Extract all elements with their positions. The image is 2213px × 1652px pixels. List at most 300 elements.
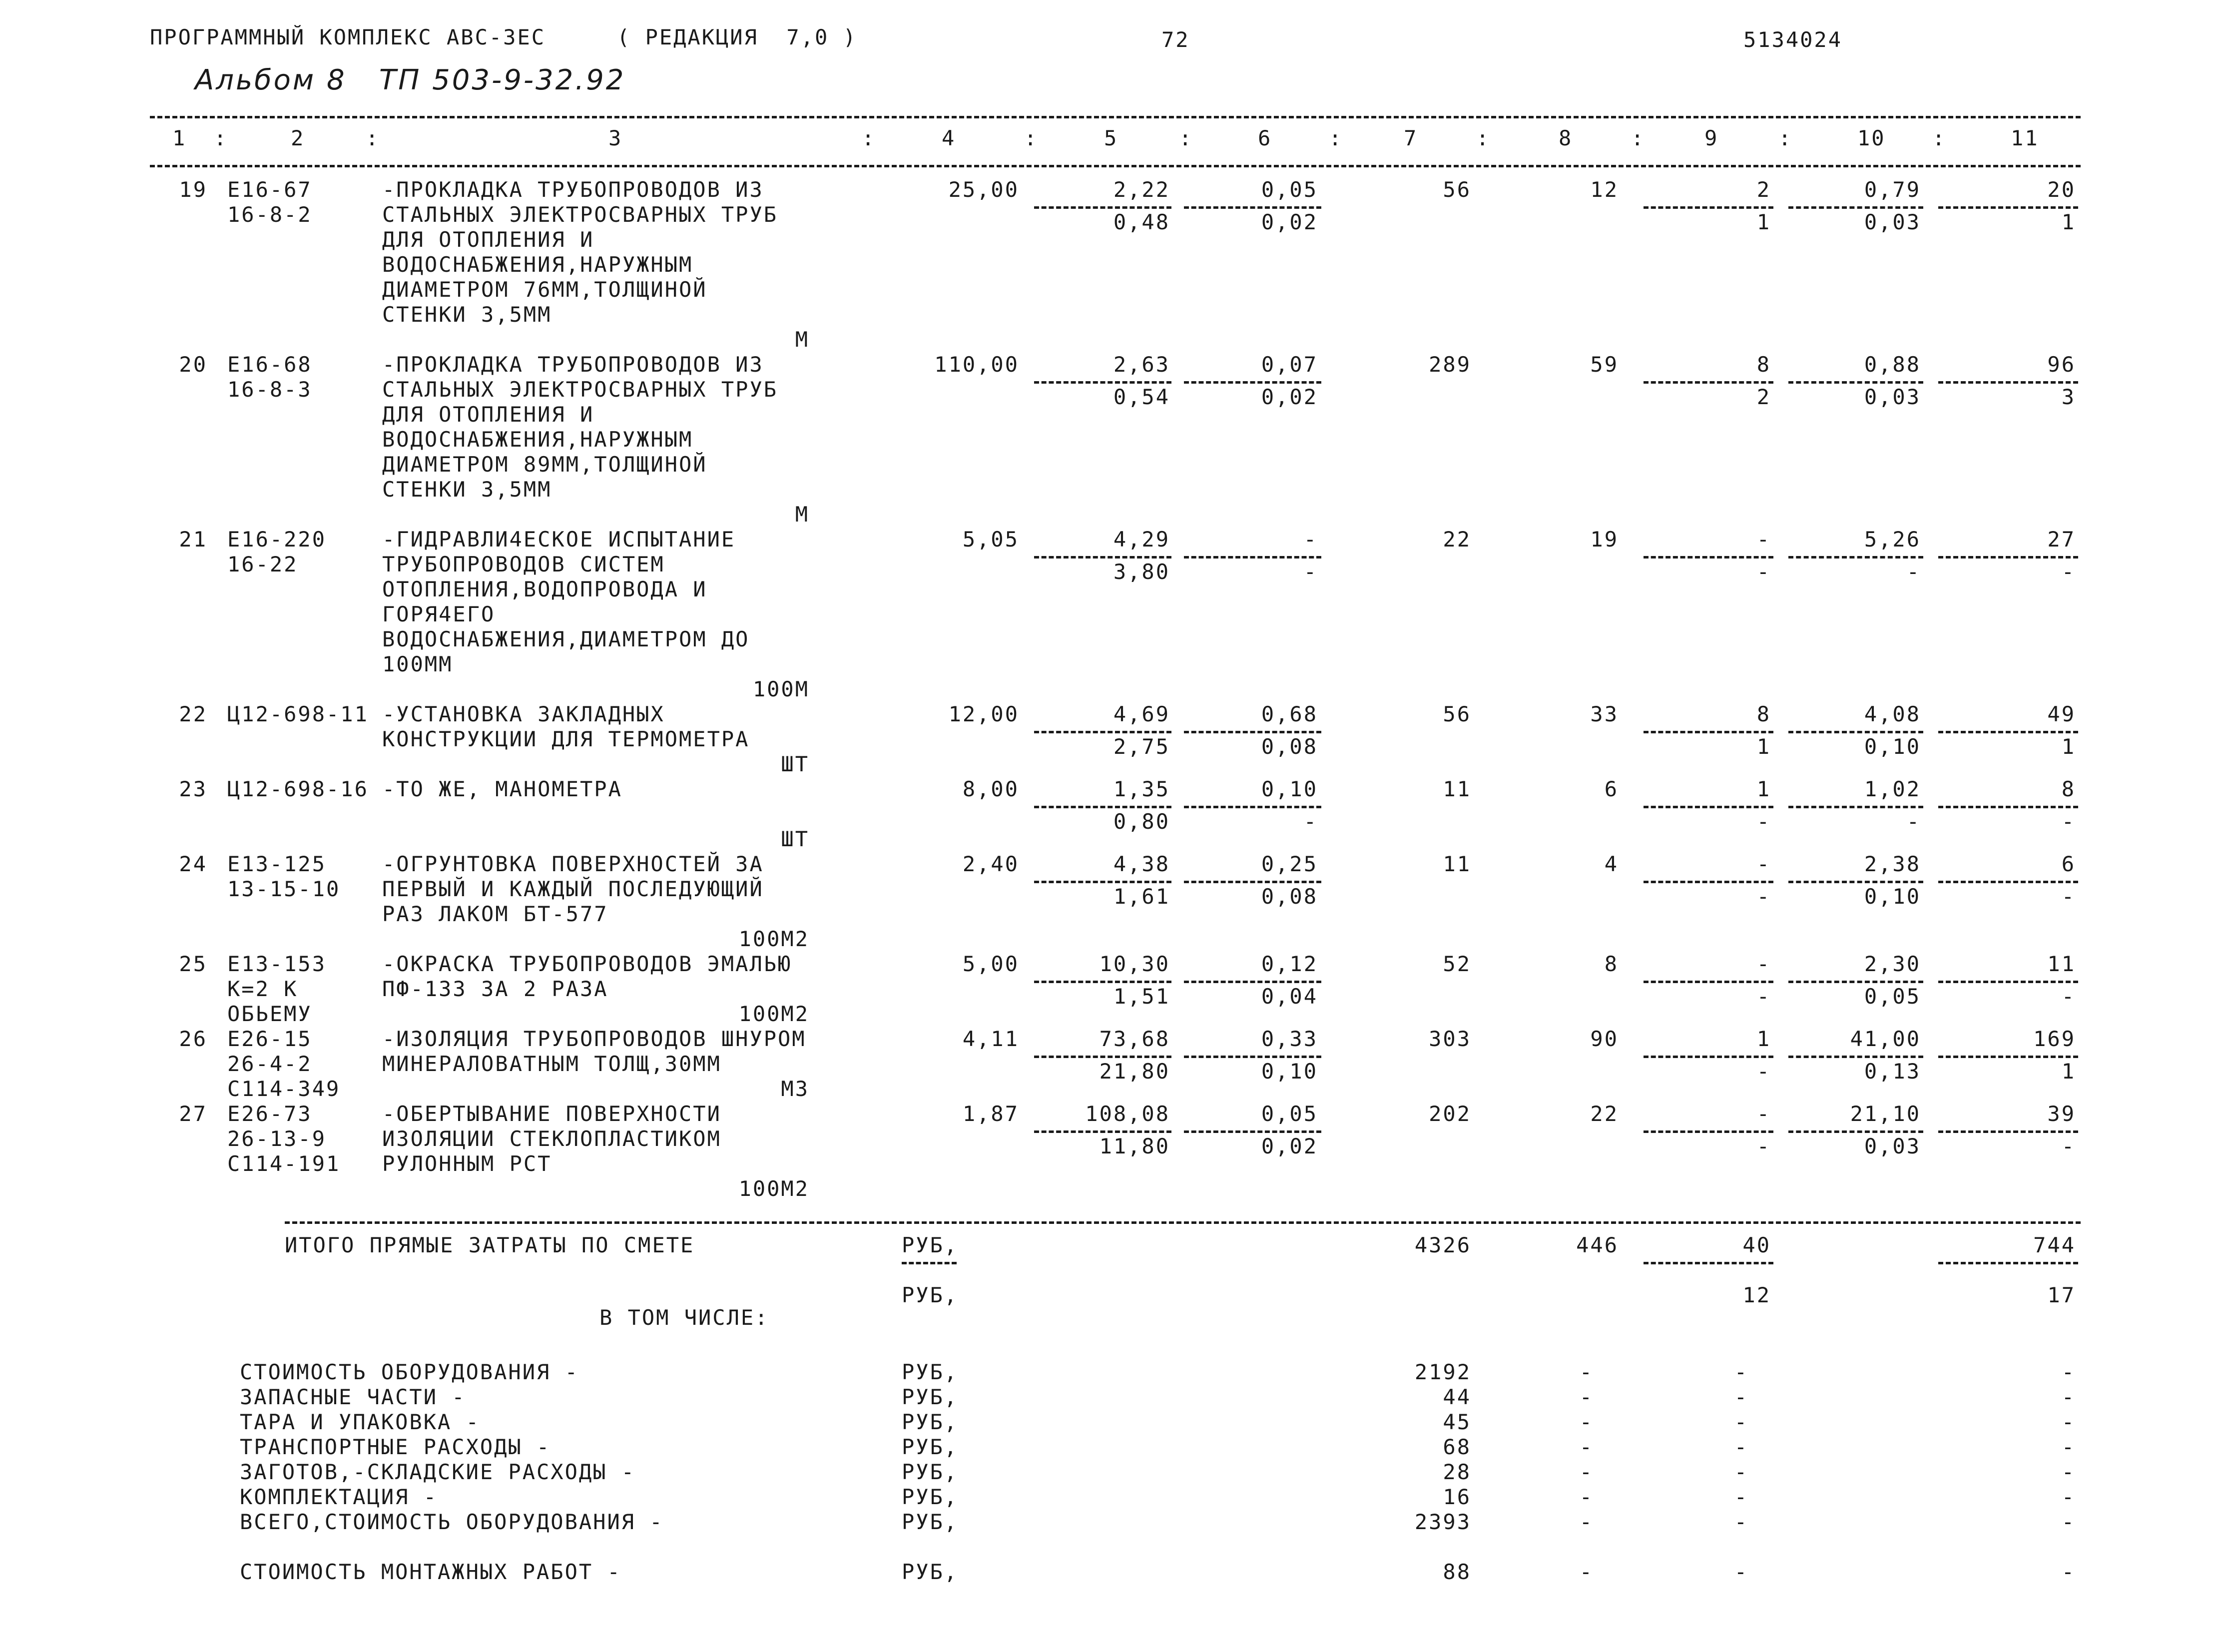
row-26-description: -ИЗОЛЯЦИЯ ТРУБОПРОВОДОВ ШНУРОМ	[382, 1027, 806, 1051]
row-19-divider-c10	[1788, 206, 1923, 209]
row-25-number: 25	[179, 952, 207, 976]
page-number: 72	[1161, 27, 1190, 52]
row-20-divider-c5	[1034, 381, 1171, 384]
row-21-code: 16-22	[227, 552, 298, 576]
row-26-c7: 303	[1429, 1027, 1471, 1051]
row-20-description: ДЛЯ ОТОПЛЕНИЯ И	[382, 402, 594, 427]
total-b9: 12	[1742, 1283, 1771, 1307]
row-20-code: Е16-68	[227, 352, 312, 377]
summary-row-4-c9: -	[1734, 1460, 1748, 1484]
row-22-b11: 1	[2061, 734, 2076, 759]
row-27-divider-c11	[1938, 1130, 2078, 1133]
summary-row-4-c8: -	[1579, 1460, 1594, 1484]
row-24-b6: 0,08	[1261, 884, 1318, 909]
row-21-c11: 27	[2047, 527, 2076, 551]
document-code: 5134024	[1743, 27, 1843, 52]
row-21-b10: -	[1906, 559, 1921, 584]
summary-row-6-c7: 2393	[1414, 1510, 1471, 1534]
row-20-code: 16-8-3	[227, 377, 312, 402]
row-19-c9: 2	[1756, 177, 1771, 202]
row-21-c9: -	[1756, 527, 1771, 551]
row-27-b11: -	[2061, 1134, 2076, 1158]
row-20-c10: 0,88	[1864, 352, 1921, 377]
row-24-b11: -	[2061, 884, 2076, 909]
row-20-b10: 0,03	[1864, 385, 1921, 409]
row-24-c7: 11	[1443, 852, 1471, 876]
row-19-number: 19	[179, 177, 207, 202]
row-19-code: Е16-67	[227, 177, 312, 202]
row-21-description: ГОРЯ4ЕГО	[382, 602, 496, 626]
row-21-qty: 5,05	[962, 527, 1019, 551]
summary-row-5-label: КОМПЛЕКТАЦИЯ -	[240, 1485, 438, 1509]
column-separator: :	[214, 126, 228, 150]
summary-row-1-c7: 44	[1443, 1385, 1471, 1409]
row-19-c8: 12	[1590, 177, 1619, 202]
column-separator: :	[1476, 126, 1491, 150]
row-21-description: -ГИДРАВЛИ4ЕСКОЕ ИСПЫТАНИЕ	[382, 527, 736, 551]
edition-label: ( РЕДАКЦИЯ 7,0 )	[617, 25, 857, 49]
row-23-divider-c6	[1184, 806, 1321, 808]
row-26-unit: М3	[781, 1077, 809, 1101]
row-19-description: ДЛЯ ОТОПЛЕНИЯ И	[382, 227, 594, 252]
row-25-b6: 0,04	[1261, 984, 1318, 1009]
row-19-description: ДИАМЕТРОМ 76ММ,ТОЛЩИНОЙ	[382, 277, 707, 302]
summary-row-2-c7: 45	[1443, 1410, 1471, 1434]
row-23-c8: 6	[1604, 777, 1619, 801]
row-21-code: Е16-220	[227, 527, 327, 551]
row-24-c11: 6	[2061, 852, 2076, 876]
row-27-description: ИЗОЛЯЦИИ СТЕКЛОПЛАСТИКОМ	[382, 1126, 721, 1151]
summary-row-6-c8: -	[1579, 1510, 1594, 1534]
row-26-divider-c9	[1644, 1056, 1773, 1058]
summary-row-6-c9: -	[1734, 1510, 1748, 1534]
album-label: Альбом 8 ТП 503-9-32.92	[195, 64, 626, 96]
summary-row-7-c11: -	[2061, 1560, 2076, 1584]
row-22-divider-c5	[1034, 731, 1171, 733]
row-23-c10: 1,02	[1864, 777, 1921, 801]
row-19-divider-c11	[1938, 206, 2078, 209]
row-25-divider-c6	[1184, 981, 1321, 983]
row-19-c11: 20	[2047, 177, 2076, 202]
row-24-code: 13-15-10	[227, 877, 341, 901]
row-23-c5: 1,35	[1113, 777, 1170, 801]
row-26-b5: 21,80	[1099, 1059, 1170, 1084]
row-19-divider-c9	[1644, 206, 1773, 209]
row-20-description: ДИАМЕТРОМ 89ММ,ТОЛЩИНОЙ	[382, 452, 707, 477]
row-20-description: СТЕНКИ 3,5ММ	[382, 477, 552, 502]
total-unit: РУБ,	[902, 1233, 959, 1257]
row-19-unit: М	[795, 327, 809, 352]
row-24-description: ПЕРВЫЙ И КАЖДЫЙ ПОСЛЕДУЮЩИЙ	[382, 877, 764, 901]
row-25-b5: 1,51	[1113, 984, 1170, 1009]
row-22-b6: 0,08	[1261, 734, 1318, 759]
row-27-b9: -	[1756, 1134, 1771, 1158]
row-25-c6: 0,12	[1261, 952, 1318, 976]
row-25-code: ОБЬЕМУ	[227, 1002, 312, 1026]
row-20-b9: 2	[1756, 385, 1771, 409]
row-25-qty: 5,00	[962, 952, 1019, 976]
summary-row-1-c8: -	[1579, 1385, 1594, 1409]
row-24-unit: 100М2	[738, 927, 809, 951]
row-24-b10: 0,10	[1864, 884, 1921, 909]
row-20-divider-c9	[1644, 381, 1773, 384]
total-c9: 40	[1742, 1233, 1771, 1257]
row-22-b10: 0,10	[1864, 734, 1921, 759]
row-21-number: 21	[179, 527, 207, 551]
summary-row-6-unit: РУБ,	[902, 1510, 959, 1534]
row-19-c6: 0,05	[1261, 177, 1318, 202]
row-20-c9: 8	[1756, 352, 1771, 377]
column-header-10: 10	[1857, 126, 1886, 150]
row-24-description: -ОГРУНТОВКА ПОВЕРХНОСТЕЙ ЗА	[382, 852, 764, 876]
row-21-description: ТРУБОПРОВОДОВ СИСТЕМ	[382, 552, 665, 576]
row-20-c11: 96	[2047, 352, 2076, 377]
summary-row-5-c8: -	[1579, 1485, 1594, 1509]
row-23-divider-c10	[1788, 806, 1923, 808]
row-27-qty: 1,87	[962, 1101, 1019, 1126]
row-22-description: КОНСТРУКЦИИ ДЛЯ ТЕРМОМЕТРА	[382, 727, 750, 751]
summary-row-3-c11: -	[2061, 1435, 2076, 1459]
summary-row-4-c11: -	[2061, 1460, 2076, 1484]
row-21-divider-c5	[1034, 556, 1171, 558]
column-header-2: 2	[291, 126, 305, 150]
column-separator: :	[1932, 126, 1947, 150]
summary-row-7-label: СТОИМОСТЬ МОНТАЖНЫХ РАБОТ -	[240, 1560, 621, 1584]
row-23-qty: 8,00	[962, 777, 1019, 801]
row-21-unit: 100М	[752, 677, 809, 701]
row-21-divider-c10	[1788, 556, 1923, 558]
column-separator: :	[1631, 126, 1646, 150]
row-25-code: К=2 К	[227, 977, 298, 1001]
program-title: ПРОГРАММНЫЙ КОМПЛЕКС АВС-3ЕС	[150, 25, 546, 49]
row-23-divider-c5	[1034, 806, 1171, 808]
row-22-b9: 1	[1756, 734, 1771, 759]
total-c7: 4326	[1414, 1233, 1471, 1257]
row-19-b5: 0,48	[1113, 210, 1170, 234]
row-25-divider-c11	[1938, 981, 2078, 983]
row-22-c5: 4,69	[1113, 702, 1170, 726]
header-top-rule	[150, 116, 2081, 118]
row-26-divider-c11	[1938, 1056, 2078, 1058]
header-bottom-rule	[150, 165, 2081, 167]
row-25-unit: 100М2	[738, 1002, 809, 1026]
row-27-divider-c9	[1644, 1130, 1773, 1133]
row-24-c6: 0,25	[1261, 852, 1318, 876]
summary-row-3-c8: -	[1579, 1435, 1594, 1459]
row-22-c7: 56	[1443, 702, 1471, 726]
row-23-c7: 11	[1443, 777, 1471, 801]
column-header-4: 4	[942, 126, 956, 150]
summary-row-1-c11: -	[2061, 1385, 2076, 1409]
row-27-description: -ОБЕРТЫВАНИЕ ПОВЕРХНОСТИ	[382, 1101, 721, 1126]
row-24-divider-c10	[1788, 881, 1923, 883]
row-19-b10: 0,03	[1864, 210, 1921, 234]
row-24-c8: 4	[1604, 852, 1619, 876]
row-26-code: 26-4-2	[227, 1052, 312, 1076]
row-20-divider-c10	[1788, 381, 1923, 384]
row-23-c11: 8	[2061, 777, 2076, 801]
row-26-c5: 73,68	[1099, 1027, 1170, 1051]
column-separator: :	[1778, 126, 1793, 150]
row-26-code: С114-349	[227, 1077, 341, 1101]
row-26-b6: 0,10	[1261, 1059, 1318, 1084]
row-22-divider-c11	[1938, 731, 2078, 733]
row-24-c9: -	[1756, 852, 1771, 876]
row-24-c5: 4,38	[1113, 852, 1170, 876]
row-22-description: -УСТАНОВКА ЗАКЛАДНЫХ	[382, 702, 665, 726]
row-27-c6: 0,05	[1261, 1101, 1318, 1126]
column-header-3: 3	[608, 126, 623, 150]
row-20-unit: М	[795, 502, 809, 527]
summary-row-7-unit: РУБ,	[902, 1560, 959, 1584]
row-21-c5: 4,29	[1113, 527, 1170, 551]
row-24-divider-c11	[1938, 881, 2078, 883]
row-24-number: 24	[179, 852, 207, 876]
row-26-c9: 1	[1756, 1027, 1771, 1051]
row-25-c11: 11	[2047, 952, 2076, 976]
row-21-c7: 22	[1443, 527, 1471, 551]
column-separator: :	[1024, 126, 1039, 150]
row-24-divider-c5	[1034, 881, 1171, 883]
column-header-11: 11	[2011, 126, 2039, 150]
row-26-b10: 0,13	[1864, 1059, 1921, 1084]
row-19-description: СТЕНКИ 3,5ММ	[382, 302, 552, 327]
row-25-code: Е13-153	[227, 952, 327, 976]
row-25-c5: 10,30	[1099, 952, 1170, 976]
total-sub-unit: РУБ,	[902, 1283, 959, 1307]
row-24-b5: 1,61	[1113, 884, 1170, 909]
row-19-c10: 0,79	[1864, 177, 1921, 202]
row-19-description: СТАЛЬНЫХ ЭЛЕКТРОСВАРНЫХ ТРУБ	[382, 202, 778, 227]
row-25-c7: 52	[1443, 952, 1471, 976]
row-21-divider-c11	[1938, 556, 2078, 558]
summary-row-4-unit: РУБ,	[902, 1460, 959, 1484]
column-header-6: 6	[1258, 126, 1272, 150]
row-27-divider-c6	[1184, 1130, 1321, 1133]
row-22-unit: ШТ	[781, 752, 809, 776]
row-22-qty: 12,00	[948, 702, 1019, 726]
row-21-b6: -	[1303, 559, 1318, 584]
row-27-code: С114-191	[227, 1151, 341, 1176]
row-27-c8: 22	[1590, 1101, 1619, 1126]
column-header-7: 7	[1404, 126, 1418, 150]
summary-row-6-c11: -	[2061, 1510, 2076, 1534]
summary-row-5-c7: 16	[1443, 1485, 1471, 1509]
row-20-description: СТАЛЬНЫХ ЭЛЕКТРОСВАРНЫХ ТРУБ	[382, 377, 778, 402]
including-label: В ТОМ ЧИСЛЕ:	[599, 1305, 769, 1330]
row-27-b5: 11,80	[1099, 1134, 1170, 1158]
summary-row-3-c7: 68	[1443, 1435, 1471, 1459]
row-23-code: Ц12-698-16	[227, 777, 369, 801]
total-label: ИТОГО ПРЯМЫЕ ЗАТРАТЫ ПО СМЕТЕ	[285, 1233, 695, 1257]
total-c8: 446	[1576, 1233, 1619, 1257]
row-20-description: ВОДОСНАБЖЕНИЯ,НАРУЖНЫМ	[382, 427, 693, 452]
summary-row-2-c8: -	[1579, 1410, 1594, 1434]
summary-row-1-c9: -	[1734, 1385, 1748, 1409]
row-23-b6: -	[1303, 809, 1318, 834]
row-21-divider-c6	[1184, 556, 1321, 558]
summary-row-0-c7: 2192	[1414, 1360, 1471, 1384]
row-23-divider-c11	[1938, 806, 2078, 808]
summary-row-2-unit: РУБ,	[902, 1410, 959, 1434]
row-26-number: 26	[179, 1027, 207, 1051]
summary-row-3-c9: -	[1734, 1435, 1748, 1459]
row-20-description: -ПРОКЛАДКА ТРУБОПРОВОДОВ ИЗ	[382, 352, 764, 377]
summary-row-5-unit: РУБ,	[902, 1485, 959, 1509]
row-25-divider-c9	[1644, 981, 1773, 983]
row-23-unit: ШТ	[781, 827, 809, 851]
row-20-qty: 110,00	[934, 352, 1019, 377]
row-20-number: 20	[179, 352, 207, 377]
row-22-c10: 4,08	[1864, 702, 1921, 726]
row-19-b9: 1	[1756, 210, 1771, 234]
row-19-description: -ПРОКЛАДКА ТРУБОПРОВОДОВ ИЗ	[382, 177, 764, 202]
row-22-divider-c6	[1184, 731, 1321, 733]
row-23-b11: -	[2061, 809, 2076, 834]
row-26-b11: 1	[2061, 1059, 2076, 1084]
row-22-b5: 2,75	[1113, 734, 1170, 759]
column-header-1: 1	[172, 126, 187, 150]
row-21-b11: -	[2061, 559, 2076, 584]
row-27-divider-c10	[1788, 1130, 1923, 1133]
summary-row-0-c11: -	[2061, 1360, 2076, 1384]
row-19-qty: 25,00	[948, 177, 1019, 202]
summary-row-7-c7: 88	[1443, 1560, 1471, 1584]
row-25-description: -ОКРАСКА ТРУБОПРОВОДОВ ЭМАЛЬЮ	[382, 952, 792, 976]
row-21-description: ВОДОСНАБЖЕНИЯ,ДИАМЕТРОМ ДО	[382, 627, 750, 651]
summary-row-3-unit: РУБ,	[902, 1435, 959, 1459]
row-23-divider-c9	[1644, 806, 1773, 808]
row-26-c6: 0,33	[1261, 1027, 1318, 1051]
row-22-divider-c9	[1644, 731, 1773, 733]
row-23-number: 23	[179, 777, 207, 801]
row-21-divider-c9	[1644, 556, 1773, 558]
column-header-9: 9	[1704, 126, 1719, 150]
row-20-b5: 0,54	[1113, 385, 1170, 409]
summary-row-4-label: ЗАГОТОВ,-СКЛАДСКИЕ РАСХОДЫ -	[240, 1460, 636, 1484]
row-22-code: Ц12-698-11	[227, 702, 369, 726]
row-23-c6: 0,10	[1261, 777, 1318, 801]
row-20-b11: 3	[2061, 385, 2076, 409]
row-21-c10: 5,26	[1864, 527, 1921, 551]
row-19-description: ВОДОСНАБЖЕНИЯ,НАРУЖНЫМ	[382, 252, 693, 277]
column-separator: :	[366, 126, 380, 150]
row-19-divider-c6	[1184, 206, 1321, 209]
total-c9-rule	[1644, 1262, 1773, 1264]
summary-row-3-label: ТРАНСПОРТНЫЕ РАСХОДЫ -	[240, 1435, 551, 1459]
row-24-description: РАЗ ЛАКОМ БТ-577	[382, 902, 608, 926]
row-22-c8: 33	[1590, 702, 1619, 726]
row-27-b6: 0,02	[1261, 1134, 1318, 1158]
row-20-c7: 289	[1429, 352, 1471, 377]
row-26-c8: 90	[1590, 1027, 1619, 1051]
summary-row-6-label: ВСЕГО,СТОИМОСТЬ ОБОРУДОВАНИЯ -	[240, 1510, 664, 1534]
total-unit-rule	[902, 1262, 957, 1264]
row-22-number: 22	[179, 702, 207, 726]
row-27-b10: 0,03	[1864, 1134, 1921, 1158]
summary-row-5-c11: -	[2061, 1485, 2076, 1509]
row-27-unit: 100М2	[738, 1176, 809, 1201]
row-27-code: 26-13-9	[227, 1126, 327, 1151]
row-20-b6: 0,02	[1261, 385, 1318, 409]
row-19-b11: 1	[2061, 210, 2076, 234]
summary-row-0-c9: -	[1734, 1360, 1748, 1384]
row-27-c7: 202	[1429, 1101, 1471, 1126]
column-separator: :	[1329, 126, 1343, 150]
row-27-divider-c5	[1034, 1130, 1171, 1133]
row-21-description: ОТОПЛЕНИЯ,ВОДОПРОВОДА И	[382, 577, 707, 601]
row-20-divider-c11	[1938, 381, 2078, 384]
row-26-c10: 41,00	[1850, 1027, 1921, 1051]
row-24-code: Е13-125	[227, 852, 327, 876]
summary-row-1-label: ЗАПАСНЫЕ ЧАСТИ -	[240, 1385, 466, 1409]
row-21-description: 100ММ	[382, 652, 453, 676]
row-22-c11: 49	[2047, 702, 2076, 726]
total-b11: 17	[2047, 1283, 2076, 1307]
row-25-c9: -	[1756, 952, 1771, 976]
row-21-c8: 19	[1590, 527, 1619, 551]
row-24-c10: 2,38	[1864, 852, 1921, 876]
row-27-code: Е26-73	[227, 1101, 312, 1126]
row-26-description: МИНЕРАЛОВАТНЫМ ТОЛЩ,30ММ	[382, 1052, 721, 1076]
row-24-divider-c9	[1644, 881, 1773, 883]
row-23-b5: 0,80	[1113, 809, 1170, 834]
row-25-b11: -	[2061, 984, 2076, 1009]
row-26-code: Е26-15	[227, 1027, 312, 1051]
summary-row-2-label: ТАРА И УПАКОВКА -	[240, 1410, 480, 1434]
row-19-c7: 56	[1443, 177, 1471, 202]
column-header-5: 5	[1104, 126, 1118, 150]
row-26-c11: 169	[2033, 1027, 2076, 1051]
row-23-b9: -	[1756, 809, 1771, 834]
row-25-b9: -	[1756, 984, 1771, 1009]
row-25-b10: 0,05	[1864, 984, 1921, 1009]
row-21-b9: -	[1756, 559, 1771, 584]
row-22-c6: 0,68	[1261, 702, 1318, 726]
column-separator: :	[862, 126, 876, 150]
row-25-description: ПФ-133 ЗА 2 РАЗА	[382, 977, 608, 1001]
summary-row-0-label: СТОИМОСТЬ ОБОРУДОВАНИЯ -	[240, 1360, 579, 1384]
row-27-c11: 39	[2047, 1101, 2076, 1126]
row-26-qty: 4,11	[962, 1027, 1019, 1051]
summary-row-4-c7: 28	[1443, 1460, 1471, 1484]
row-25-divider-c5	[1034, 981, 1171, 983]
column-separator: :	[1179, 126, 1193, 150]
row-26-divider-c6	[1184, 1056, 1321, 1058]
summary-row-7-c9: -	[1734, 1560, 1748, 1584]
row-24-b9: -	[1756, 884, 1771, 909]
row-20-c6: 0,07	[1261, 352, 1318, 377]
row-20-c8: 59	[1590, 352, 1619, 377]
total-top-rule	[285, 1221, 2081, 1224]
row-22-divider-c10	[1788, 731, 1923, 733]
summary-row-0-unit: РУБ,	[902, 1360, 959, 1384]
row-25-c8: 8	[1604, 952, 1619, 976]
row-19-b6: 0,02	[1261, 210, 1318, 234]
row-23-b10: -	[1906, 809, 1921, 834]
row-27-number: 27	[179, 1101, 207, 1126]
row-23-description: -ТО ЖЕ, МАНОМЕТРА	[382, 777, 622, 801]
total-c11-rule	[1938, 1262, 2078, 1264]
row-27-c9: -	[1756, 1101, 1771, 1126]
row-20-divider-c6	[1184, 381, 1321, 384]
row-25-divider-c10	[1788, 981, 1923, 983]
summary-row-2-c11: -	[2061, 1410, 2076, 1434]
row-19-divider-c5	[1034, 206, 1171, 209]
row-20-c5: 2,63	[1113, 352, 1170, 377]
row-26-b9: -	[1756, 1059, 1771, 1084]
row-26-divider-c5	[1034, 1056, 1171, 1058]
